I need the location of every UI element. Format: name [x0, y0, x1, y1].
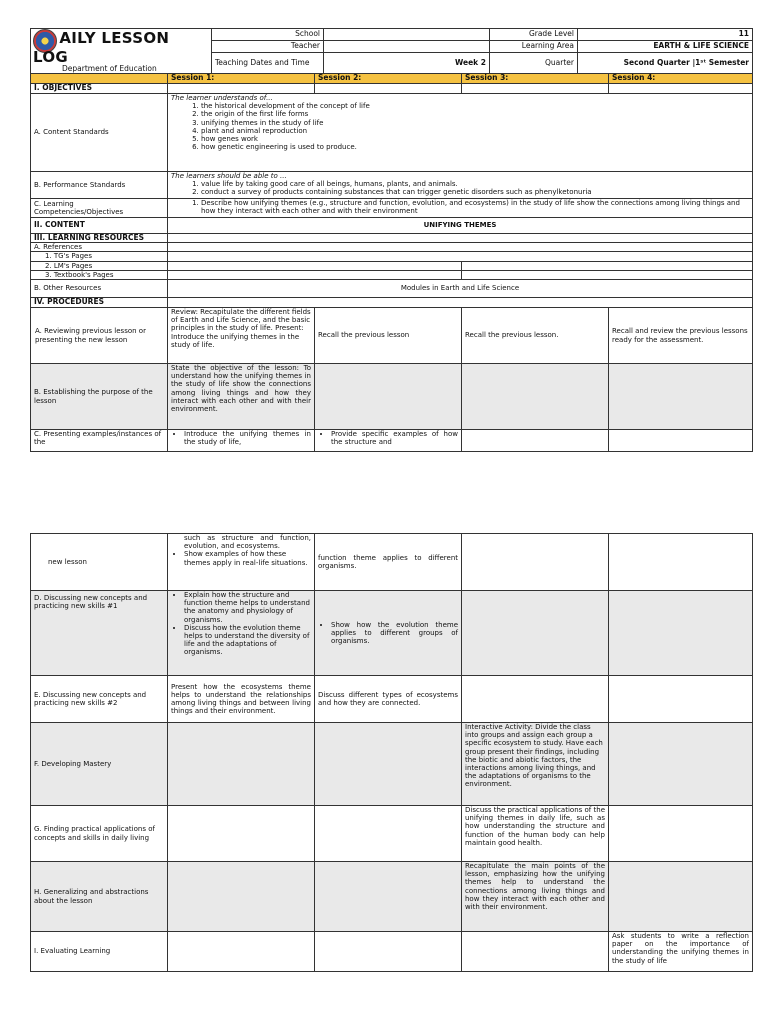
lesson-table-1 — [30, 73, 753, 452]
procedure-c-session-2-bottom: function theme applies to different organisms. — [315, 534, 462, 591]
header-brand — [31, 29, 212, 74]
teacher-label: Teacher — [212, 40, 324, 52]
procedure-a-session-2: Recall the previous lesson — [315, 308, 462, 364]
procedure-b-session-1: State the objective of the lesson: To understand how the unifying themes in the study of life show the connections among living things and how they interact with each other and with their environment. — [168, 364, 315, 430]
procedure-d-session-1 — [168, 591, 315, 676]
procedures-heading: IV. PROCEDURES — [31, 298, 168, 308]
procedure-d-bullet: • Discuss how the evolution theme helps to understand the diversity of life and the adaptations of organisms. — [184, 624, 311, 657]
procedure-i-label: I. Evaluating Learning — [31, 932, 168, 972]
procedure-g-session-3: Discuss the practical applications of the unifying themes in daily life, such as how understanding the structure and function of the human body can help maintain good health. — [462, 806, 609, 862]
teacher-value — [324, 40, 490, 52]
content-standards-label: A. Content Standards — [31, 94, 168, 172]
procedure-d-bullet: • Explain how the structure and function theme helps to understand the anatomy and physiology of organisms. — [184, 591, 311, 624]
procedure-i-session-4: Ask students to write a reflection paper on the importance of understanding the unifying themes in the study of life — [609, 932, 753, 972]
sessions-header-blank — [31, 74, 168, 84]
procedure-c-bullet: • Provide specific examples of how the structure and — [331, 430, 458, 446]
header-table — [30, 28, 753, 74]
procedure-d-bullet: • Show how the evolution theme applies to different groups of organisms. — [331, 621, 458, 646]
references-label: A. References — [31, 243, 168, 252]
procedure-c-session-1-top — [168, 430, 315, 452]
grade-level-value: 11 — [578, 29, 753, 41]
week-value: Week 2 — [324, 52, 490, 73]
performance-standards-intro: The learners should be able to ... — [171, 172, 287, 180]
procedure-h-session-3: Recapitulate the main points of the lesson, emphasizing how the unifying themes help to understand the connections among living things and how they interact with each other and with their environment. — [462, 862, 609, 932]
performance-standard-item: 2. conduct a survey of products containing substances that can trigger genetic disorders such as phenylketonuria — [201, 188, 749, 196]
content-standard-item: 5. how genes work — [201, 135, 749, 143]
procedure-a-label: A. Reviewing previous lesson or presenting the new lesson — [31, 308, 168, 364]
procedure-c-continued: such as structure and function, evolution, and ecosystems. — [184, 534, 311, 551]
procedure-d-label: D. Discussing new concepts and practicing new skills #1 — [31, 591, 168, 676]
procedure-c-bullet: • Show examples of how these themes apply in real-life situations. — [184, 550, 311, 566]
content-standard-item: 3. unifying themes in the study of life — [201, 119, 749, 127]
procedure-e-session-2: Discuss different types of ecosystems and how they are connected. — [315, 676, 462, 723]
learning-area-label: Learning Area — [490, 40, 578, 52]
lesson-log-page-2 — [30, 533, 752, 972]
other-resources-value: Modules in Earth and Life Science — [168, 280, 753, 298]
content-value: UNIFYING THEMES — [168, 218, 753, 234]
department-name: Department of Education — [62, 63, 157, 73]
procedure-c-session-2-top — [315, 430, 462, 452]
session-2-header: Session 2: — [315, 74, 462, 84]
performance-standard-item: 1. value life by taking good care of all beings, humans, plants, and animals. — [201, 180, 749, 188]
session-4-header: Session 4: — [609, 74, 753, 84]
procedure-f-session-3: Interactive Activity: Divide the class into groups and assign each group a specific ecosystem to study. Have each group present their findings, including the biotic and abiotic factors, the interactions among living things, and the adaptations of organisms to the environment. — [462, 723, 609, 806]
procedure-a-session-3: Recall the previous lesson. — [462, 308, 609, 364]
performance-standards-cell — [168, 172, 753, 199]
procedure-b-label: B. Establishing the purpose of the lesson — [31, 364, 168, 430]
procedure-e-label: E. Discussing new concepts and practicing new skills #2 — [31, 676, 168, 723]
lm-pages-label: 2. LM's Pages — [31, 261, 168, 270]
learning-area-value: EARTH & LIFE SCIENCE — [578, 40, 753, 52]
content-heading: II. CONTENT — [31, 218, 168, 234]
school-label: School — [212, 29, 324, 41]
lesson-table-2 — [30, 533, 753, 972]
tg-pages-label: 1. TG's Pages — [31, 252, 168, 261]
session-3-header: Session 3: — [462, 74, 609, 84]
content-standard-item: 6. how genetic engineering is used to produce. — [201, 143, 749, 151]
content-standard-item: 4. plant and animal reproduction — [201, 127, 749, 135]
content-standards-intro: The learner understands of... — [171, 94, 273, 102]
lesson-log-page-1 — [30, 28, 752, 452]
school-value — [324, 29, 490, 41]
sessions-header-row — [31, 74, 753, 84]
session-1-header: Session 1: — [168, 74, 315, 84]
procedure-h-label: H. Generalizing and abstractions about the lesson — [31, 862, 168, 932]
procedure-c-session-1-bottom — [168, 534, 315, 591]
procedure-c-label-top: C. Presenting examples/instances of the — [31, 430, 168, 452]
competencies-label: C. Learning Competencies/Objectives — [31, 199, 168, 218]
content-standard-item: 2. the origin of the first life forms — [201, 110, 749, 118]
procedure-d-session-2 — [315, 591, 462, 676]
content-standards-cell — [168, 94, 753, 172]
procedure-f-label: F. Developing Mastery — [31, 723, 168, 806]
quarter-label: Quarter — [490, 52, 578, 73]
procedure-c-bullet: • Introduce the unifying themes in the study of life, — [184, 430, 311, 446]
learning-resources-heading: III. LEARNING RESOURCES — [31, 234, 168, 243]
grade-level-label: Grade Level — [490, 29, 578, 41]
other-resources-label: B. Other Resources — [31, 280, 168, 298]
competency-item: 1. Describe how unifying themes (e.g., structure and function, evolution, and ecosystems) in the study of life show the connections among living things and how they interact with each other and with their environment — [201, 199, 749, 215]
teaching-dates-label: Teaching Dates and Time — [212, 52, 324, 73]
procedure-e-session-1: Present how the ecosystems theme helps to understand the relationships among living things and between living things and their environment. — [168, 676, 315, 723]
performance-standards-label: B. Performance Standards — [31, 172, 168, 199]
procedure-a-session-4: Recall and review the previous lessons ready for the assessment. — [609, 308, 753, 364]
textbook-pages-label: 3. Textbook's Pages — [31, 270, 168, 279]
page-title: AILY LESSON LOG — [33, 29, 170, 66]
competencies-cell — [168, 199, 753, 218]
procedure-a-session-1: Review: Recapitulate the different fields of Earth and Life Science, and the basic principles in the study of life. Present: Introduce the unifying themes in the study of life. — [168, 308, 315, 364]
quarter-value: Second Quarter |1ˢᵗ Semester — [578, 52, 753, 73]
procedure-g-label: G. Finding practical applications of concepts and skills in daily living — [31, 806, 168, 862]
procedure-c-label-bottom: new lesson — [31, 534, 168, 591]
objectives-heading: I. OBJECTIVES — [31, 84, 168, 94]
content-standard-item: 1. the historical development of the concept of life — [201, 102, 749, 110]
